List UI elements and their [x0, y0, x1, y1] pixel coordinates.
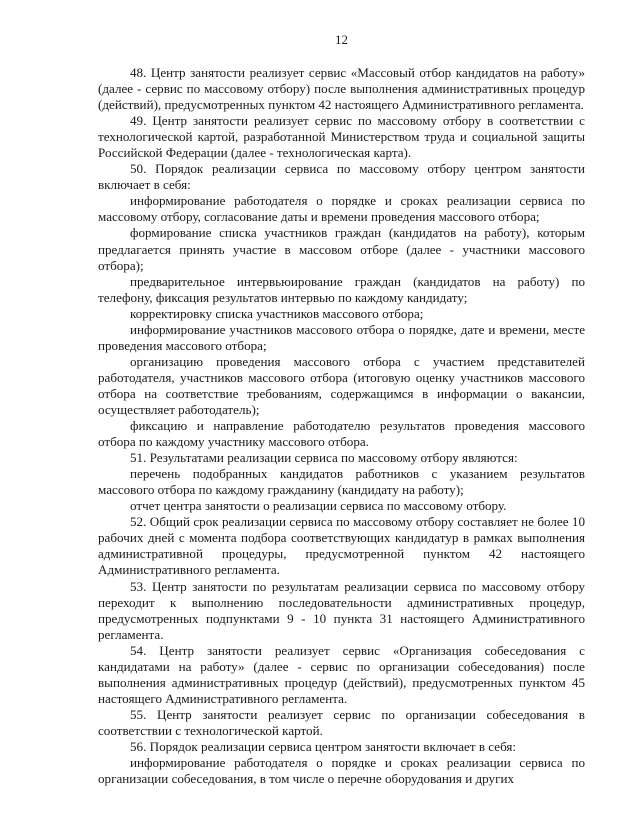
paragraph-54: 54. Центр занятости реализует сервис «Организация собеседования с кандидатами на работу» (далее - сервис по организации собеседования) после выполнения административных процедур (действий), предусмотренных пунктом 45 настоящего Административного регламента.	[98, 642, 585, 706]
document-page	[98, 32, 585, 787]
paragraph-48: 48. Центр занятости реализует сервис «Массовый отбор кандидатов на работу» (далее - сервис по массовому отбору) после выполнения административных процедур (действий), предусмотренных пунктом 42 настоящего Административного регламента.	[98, 65, 585, 113]
paragraph-50: 50. Порядок реализации сервиса по массовому отбору центром занятости включает в себя:	[98, 161, 585, 193]
paragraph-51: 51. Результатами реализации сервиса по массовому отбору являются:	[130, 450, 518, 466]
list-item-organize-selection: организацию проведения массового отбора с участием представителей работодателя, участников массового отбора (итоговую оценку участников массового отбора на соответствие требованиям, содержащимся в информации о вакансии, осуществляет работодатель);	[98, 353, 585, 417]
paragraph-49: 49. Центр занятости реализует сервис по массовому отбору в соответствии с технологической картой, разработанной Министерством труда и социальной защиты Российской Федерации (далее - технологическая карта).	[98, 113, 585, 161]
list-item-correct-list: корректировку списка участников массового отбора;	[130, 305, 424, 321]
list-item-form-participants-list: формирование списка участников граждан (кандидатов на работу), которым предлагается принять участие в массовом отборе (далее - участники массового отбора);	[98, 225, 585, 273]
paragraph-53: 53. Центр занятости по результатам реализации сервиса по массовому отбору переходит к выполнению последовательности административных процедур, предусмотренных подпунктами 9 - 10 пункта 31 настоящего Административного регламента.	[98, 578, 585, 642]
page-number: 12	[335, 32, 348, 47]
list-item-candidates-list: перечень подобранных кандидатов работников с указанием результатов массового отбора по каждому гражданину (кандидату на работу);	[98, 466, 585, 498]
paragraph-55: 55. Центр занятости реализует сервис по организации собеседования в соответствии с технологической картой.	[98, 706, 585, 738]
list-item-report: отчет центра занятости о реализации сервиса по массовому отбору.	[130, 498, 507, 514]
list-item-phone-interview: предварительное интервьюирование граждан (кандидатов на работу) по телефону, фиксация результатов интервью по каждому кандидату;	[98, 273, 585, 305]
list-item-send-results: фиксацию и направление работодателю результатов проведения массового отбора по каждому участнику массового отбора.	[98, 418, 585, 450]
list-item-inform-participants: информирование участников массового отбора о порядке, дате и времени, месте проведения массового отбора;	[98, 321, 585, 353]
paragraph-52: 52. Общий срок реализации сервиса по массовому отбору составляет не более 10 рабочих дней с момента подбора соответствующих кандидатур в рамках выполнения административной процедуры, предусмотренной пунктом 42 настоящего Административного регламента.	[98, 514, 585, 578]
list-item-inform-employer-interview: информирование работодателя о порядке и сроках реализации сервиса по организации собеседования, в том числе о перечне оборудования и других	[98, 755, 585, 787]
paragraph-56: 56. Порядок реализации сервиса центром занятости включает в себя:	[130, 738, 517, 754]
list-item-inform-employer: информирование работодателя о порядке и сроках реализации сервиса по массовому отбору, согласование даты и времени проведения массового отбора;	[98, 193, 585, 225]
